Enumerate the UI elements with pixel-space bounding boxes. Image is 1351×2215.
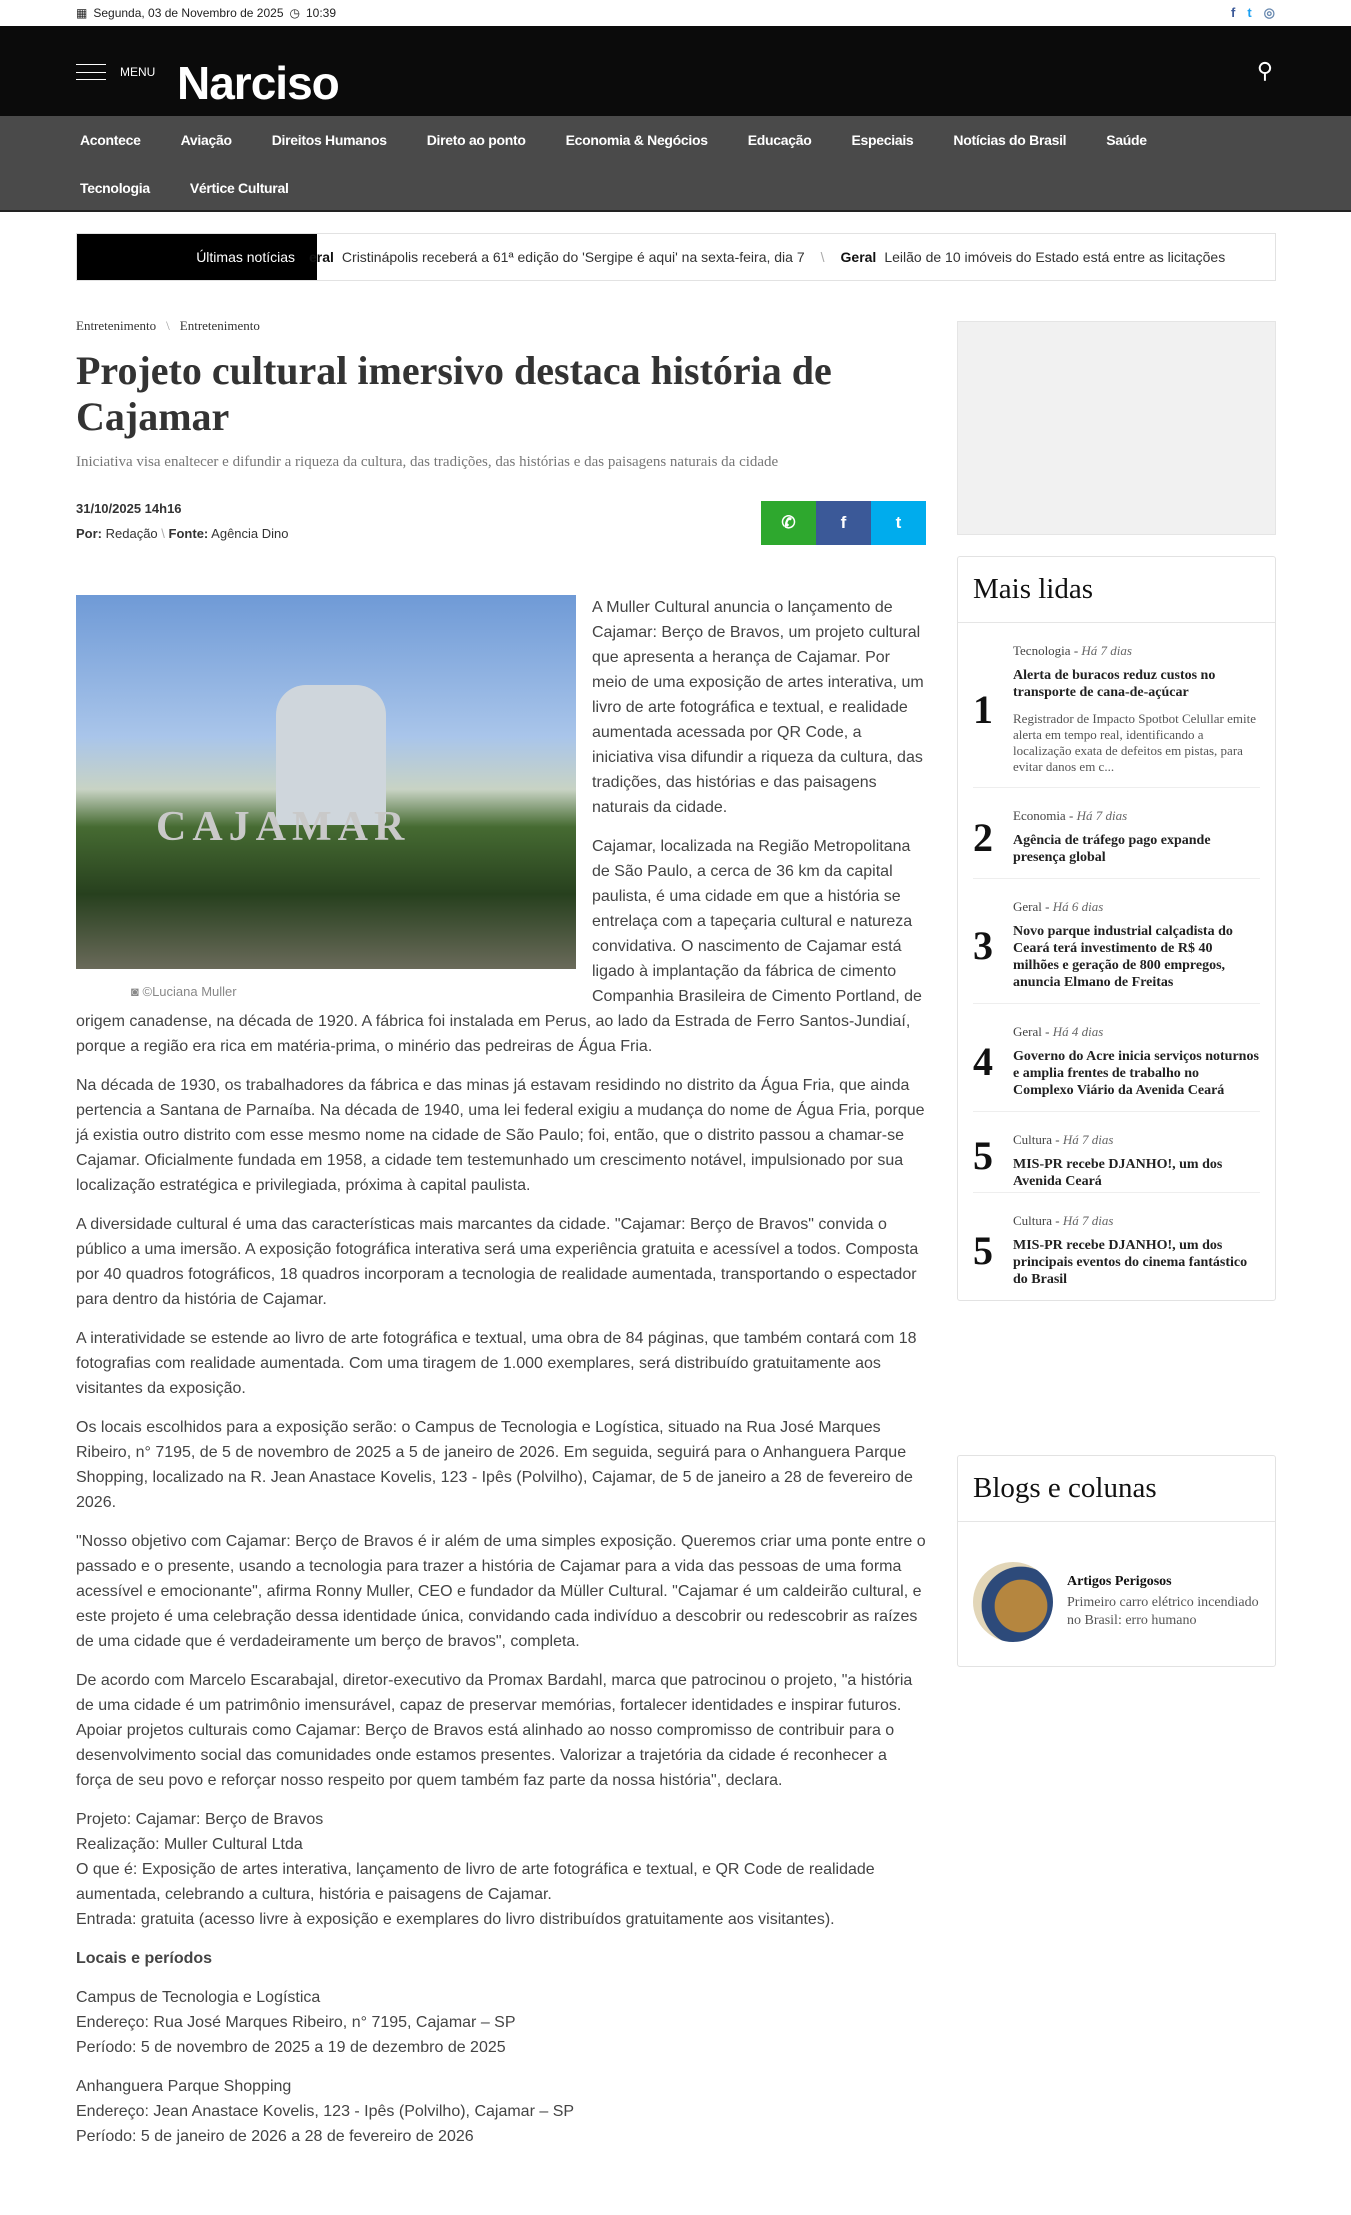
facebook-icon[interactable]: f (1230, 5, 1236, 20)
most-read-item[interactable]: 2 Economia - Há 7 dias Agência de tráfego pago expande presença global (973, 788, 1260, 879)
menu-button[interactable] (76, 64, 155, 80)
instagram-icon[interactable]: ◎ (1263, 5, 1275, 20)
nav-item[interactable]: Direitos Humanos (271, 132, 387, 148)
item-title[interactable]: Agência de tráfego pago expande presença global (1013, 833, 1211, 865)
locations-heading: Locais e períodos (76, 1950, 213, 1967)
hamburger-icon (76, 64, 106, 80)
blogs-widget (957, 1455, 1276, 1667)
blogs-title: Blogs e colunas (958, 1456, 1275, 1522)
paragraph: A Muller Cultural anuncia o lançamento de Cajamar: Berço de Bravos, um projeto cultural que apresenta a herança de Cajamar. Por meio de uma exposição de artes interativa, um livro de arte fotográfica e textual, e realidade aumentada acessada por QR Code, a iniciativa visa difundir a riqueza da cultura, das tradições, das histórias e das paisagens naturais da cidade. (592, 599, 924, 816)
nav-item[interactable]: Aviação (180, 132, 232, 148)
most-read-widget (957, 556, 1276, 1301)
item-title[interactable]: Governo do Acre inicia serviços noturnos e amplia frentes de trabalho no Complexo Viário da Avenida Ceará (1013, 1049, 1259, 1098)
blog-item[interactable] (958, 1522, 1275, 1666)
breadcrumb-item[interactable]: Entretenimento (179, 318, 260, 333)
author: Redação (105, 526, 158, 541)
nav-item[interactable]: Especiais (851, 132, 914, 148)
paragraph: "Nosso objetivo com Cajamar: Berço de Bravos é ir além de uma simples exposição. Queremos criar uma ponte entre o passado e o presente, usando a tecnologia para trazer a história de Cajamar para a vida das pessoas de uma forma acessível e emocionante", afirma Ronny Muller, CEO e fundador da Müller Cultural. "Cajamar é um caldeirão cultural, e este projeto é uma celebração dessa identidade única, convidando cada indivíduo a descobrir ou redescobrir as raízes de uma cidade que é verdadeiramente um berço de bravos", completa. (76, 1533, 926, 1650)
item-category: Cultura (1013, 1132, 1052, 1147)
paragraph: Cajamar, localizada na Região Metropolitana de São Paulo, a cerca de 36 km da capital paulista, é uma cidade em que a história se entrelaça com a tapeçaria cultural e natureza convidativa. O nascimento de Cajamar está ligado à implantação da fábrica de cimento Companhia Brasileira de Cimento Portland, de origem canadense, na década de 1920. A fábrica foi instalada em Perus, ao lado da Estrada de Ferro Santos-Jundiaí, porque a região era rica em matéria-prima, o minério das pedreiras de Água Fria. (76, 838, 922, 1055)
paragraph: Na década de 1930, os trabalhadores da fábrica e das minas já estavam residindo no distrito da Água Fria, que ainda pertencia a Santana de Parnaíba. Na década de 1940, uma lei federal exigiu a mudança do nome de Água Fria, porque já existia outro distrito com esse mesmo nome na cidade de São Paulo; foi, então, que o distrito passou a chamar-se Cajamar. Oficialmente fundada em 1958, a cidade tem testemunhado um crescimento notável, impulsionado por sua localização estratégica e privilegiada, próxima à capital paulista. (76, 1077, 925, 1194)
main-nav (0, 116, 1351, 212)
paragraph: A interatividade se estende ao livro de arte fotográfica e textual, uma obra de 84 páginas, que também contará com 18 fotografias com realidade aumentada. Com uma tiragem de 1.000 exemplares, será distribuído gratuitamente aos visitantes da exposição. (76, 1330, 917, 1397)
nav-item[interactable]: Direto ao ponto (426, 132, 526, 148)
item-age: Há 7 dias (1081, 643, 1132, 658)
location-period: Período: 5 de novembro de 2025 a 19 de dezembro de 2025 (76, 2039, 506, 2056)
location-name: Campus de Tecnologia e Logística (76, 1989, 321, 2006)
current-time: 10:39 (305, 6, 337, 20)
article: Entretenimento \ Entretenimento Projeto cultural imersivo destaca história de Cajamar Iniciativa visa enaltecer e difundir a riqueza da cultura, das tradições, das histórias e das paisagens naturais da cidade 31/10/2025 14h16 Por: Redação \ Fonte: Agência Dino ✆ f t CAJAMAR ◙ ©Luciana Muller A Muller Cultural anuncia o lançamento de Cajamar: Berço de Bravos, um projeto cultural que apresenta a herança de Cajamar. Por meio de uma exposição de artes interativa, um livro de arte fotográfica e textual, e realidade aumentada acessada por QR Code, a iniciativa visa difundir a riqueza da cultura, das tradições, das histórias e das paisagens naturais da cidade. Cajamar, localizada na Região Metropolitana de São Paulo, a cerca de 36 km da capital paulista, é uma cidade em que a história se entrelaça com a tapeçaria cultural e natureza convidativa. O nascimento de Cajamar está ligado à implantação da fábrica de cimento Companhia Brasileira de Cimento Portland, de origem canadense, na década de 1920. A fábrica foi instalada em Perus, ao lado da Estrada de Ferro Santos-Jundiaí, porque a região era rica em matéria-prima, o minério das pedreiras de Água Fria. Na década de 1930, os trabalhadores da fábrica e das minas já estavam residindo no distrito da Água Fria, que ainda pertencia a Santana de Parnaíba. Na década de 1940, uma lei federal exigiu a mudança do nome de Água Fria, porque já existia outro distrito com esse mesmo nome na cidade de São Paulo; foi, então, que o distrito passou a chamar-se Cajamar. Oficialmente fundada em 1958, a cidade tem testemunhado um crescimento notável, impulsionado por sua localização estratégica e privilegiada, próxima à capital paulista. A diversidade cultural é uma das características mais marcantes da cidade. "Cajamar: Berço de Bravos" convida o público a uma imersão. A exposição fotográfica interativa será uma experiência gratuita e acessível a todos. Composta por 40 quadros fotográficos, 18 quadros incorporam a tecnologia de realidade aumentada, transportando o espectador para dentro da história de Cajamar. A interatividade se estende ao livro de arte fotográfica e textual, uma obra de 84 páginas, que também contará com 18 fotografias com realidade aumentada. Com uma tiragem de 1.000 exemplares, será distribuído gratuitamente aos visitantes da exposição. Os locais escolhidos para a exposição serão: o Campus de Tecnologia e Logística, situado na Rua José Marques Ribeiro, n° 7195, de 5 de novembro de 2025 a 5 de janeiro de 2026. Em seguida, seguirá para o Anhanguera Parque Shopping, localizado na R. Jean Anastace Kovelis, 123 - Ipês (Polvilho), Cajamar, de 5 de janeiro a 28 de fevereiro de 2026. "Nosso objetivo com Cajamar: Berço de Bravos é ir além de uma simples exposição. Queremos criar uma ponte entre o passado e o presente, usando a tecnologia para trazer a história de Cajamar para a vida das pessoas de uma forma acessível e emocionante", afirma Ronny Muller, CEO e fundador da Müller Cultural. "Cajamar é um caldeirão cultural, e este projeto é uma celebração dessa identidade única, convidando cada indivíduo a descobrir ou redescobrir as raízes de uma cidade que é verdadeiramente um berço de bravos", completa. De acordo com Marcelo Escarabajal, diretor-executivo da Promax Bardahl, marca que patrocinou o projeto, "a história de uma cidade é um patrimônio imensurável, capaz de preservar memórias, fortalecer identidades e inspirar futuros. Apoiar projetos culturais como Cajamar: Berço de Bravos está alinhado ao nosso compromisso de contribuir para o desenvolvimento social das comunidades onde estamos presentes. Valorizar a trajetória da cidade é reconhecer a força de seu povo e reforçar nosso respeito por quem também faz parte da nossa história", declara. Projeto: Cajamar: Berço de Bravos Realização: Muller Cultural Ltda O que é: Exposição de artes interativa, lançamento de livro de arte fotográfica e textual, e QR Code de realidade aumentada, celebrando a cultura, história e paisagens de Cajamar. Entrada: gratuita (acesso livre à exposição e exemplares do livro distribuídos gratuitamente aos visitantes). Locais e períodos Campus de Tecnologia e Logística Endereço: Rua José Marques Ribeiro, n° 7195, Cajamar – SP Período: 5 de novembro de 2025 a 19 de dezembro de 2025 Anhanguera Parque Shopping Endereço: Jean Anastace Kovelis, 123 - Ipês (Polvilho), Cajamar – SP Período: 5 de janeiro de 2026 a 28 de fevereiro de 2026 (76, 318, 926, 2163)
paragraph: Os locais escolhidos para a exposição serão: o Campus de Tecnologia e Logística, situado na Rua José Marques Ribeiro, n° 7195, de 5 de novembro de 2025 a 5 de janeiro de 2026. Em seguida, seguirá para o Anhanguera Parque Shopping, localizado na R. Jean Anastace Kovelis, 123 - Ipês (Polvilho), Cajamar, de 5 de janeiro a 28 de fevereiro de 2026. (76, 1419, 913, 1511)
nav-item[interactable]: Saúde (1106, 132, 1147, 148)
most-read-item[interactable]: 1 Tecnologia - Há 7 dias Alerta de buracos reduz custos no transporte de cana-de-açúcar Registrador de Impacto Spotbot Celullar emite alerta em tempo real, identificando a localização exata de defeitos em pistas, para evitar danos em c... (973, 623, 1260, 788)
most-read-title: Mais lidas (958, 557, 1275, 623)
rank-number: 2 (973, 814, 993, 860)
top-bar (0, 0, 1351, 26)
item-excerpt: Registrador de Impacto Spotbot Celullar emite alerta em tempo real, identificando a localização exata de defeitos em pistas, para evitar danos em c... (1013, 711, 1256, 774)
fact-line: O que é: Exposição de artes interativa, lançamento de livro de arte fotográfica e textual, e QR Code de realidade aumentada, celebrando a cultura, história e paisagens de Cajamar. (76, 1861, 875, 1903)
most-read-item[interactable]: 4 Geral - Há 4 dias Governo do Acre inicia serviços noturnos e amplia frentes de trabalho no Complexo Viário da Avenida Ceará (973, 1004, 1260, 1112)
most-read-item[interactable]: 5 Cultura - Há 7 dias MIS-PR recebe DJANHO!, um dos principais eventos do cinema fantástico do Brasil (973, 1193, 1260, 1300)
article-body (76, 571, 926, 2149)
location-address: Endereço: Jean Anastace Kovelis, 123 - Ipês (Polvilho), Cajamar – SP (76, 2103, 575, 2120)
blog-name[interactable]: Artigos Perigosos (1067, 1574, 1172, 1589)
nav-item[interactable]: Acontece (80, 132, 141, 148)
most-read-item[interactable]: 5 Cultura - Há 7 dias MIS-PR recebe DJANHO!, um dos Avenida Ceará (973, 1112, 1260, 1193)
search-icon[interactable]: ⚲ (1256, 58, 1273, 83)
location-period: Período: 5 de janeiro de 2026 a 28 de fevereiro de 2026 (76, 2128, 474, 2145)
clock-icon: ◷ (289, 6, 300, 20)
article-photo (76, 595, 576, 1004)
breadcrumb-item[interactable]: Entretenimento (76, 318, 157, 333)
most-read-item[interactable]: 3 Geral - Há 6 dias Novo parque industrial calçadista do Ceará terá investimento de R$ 40 milhões e geração de 800 empregos, anuncia Elmano de Freitas (973, 879, 1260, 1004)
item-title[interactable]: Alerta de buracos reduz custos no transporte de cana-de-açúcar (1013, 668, 1216, 700)
nav-item[interactable]: Tecnologia (80, 180, 150, 196)
twitter-share-button[interactable]: t (871, 501, 926, 545)
fact-line: Projeto: Cajamar: Berço de Bravos (76, 1811, 324, 1828)
menu-label: MENU (120, 65, 156, 79)
item-category: Geral (1013, 1024, 1042, 1039)
item-title[interactable]: MIS-PR recebe DJANHO!, um dos Avenida Ceará (1013, 1157, 1223, 1189)
nav-item[interactable]: Educação (747, 132, 812, 148)
site-header (0, 26, 1351, 116)
item-age: Há 7 dias (1062, 1213, 1114, 1228)
item-category: Cultura (1013, 1213, 1052, 1228)
location-block (76, 1985, 926, 2060)
ticker-category[interactable]: Geral (840, 249, 877, 265)
author-label: Por: (76, 526, 102, 541)
item-age: Há 7 dias (1062, 1132, 1114, 1147)
calendar-icon: ▦ (76, 6, 88, 20)
rank-number: 5 (973, 1133, 993, 1178)
news-ticker: Últimas notícias eral Cristinápolis receberá a 61ª edição do 'Sergipe é aqui' na sexta-feira, dia 7 \ Geral Leilão de 10 imóveis do Estado está entre as licitações (76, 233, 1276, 281)
paragraph: A diversidade cultural é uma das características mais marcantes da cidade. "Cajamar: Berço de Bravos" convida o público a uma imersão. A exposição fotográfica interativa será uma experiência gratuita e acessível a todos. Composta por 40 quadros fotográficos, 18 quadros incorporam a tecnologia de realidade aumentada, transportando o espectador para dentro da história de Cajamar. (76, 1216, 919, 1308)
item-category: Tecnologia (1013, 643, 1071, 658)
fact-line: Entrada: gratuita (acesso livre à exposição e exemplares do livro distribuídos gratuitamente aos visitantes). (76, 1911, 835, 1928)
article-title: Projeto cultural imersivo destaca história de Cajamar (76, 348, 832, 439)
ticker-item[interactable]: Cristinápolis receberá a 61ª edição do 'Sergipe é aqui' na sexta-feira, dia 7 (341, 249, 805, 265)
breadcrumb: Entretenimento \ Entretenimento (76, 318, 260, 333)
paragraph: De acordo com Marcelo Escarabajal, diretor-executivo da Promax Bardahl, marca que patrocinou o projeto, "a história de uma cidade é um patrimônio imensurável, capaz de preservar memórias, fortalecer identidades e inspirar futuros. Apoiar projetos culturais como Cajamar: Berço de Bravos está alinhado ao nosso compromisso de contribuir para o desenvolvimento social das comunidades onde estamos presentes. Valorizar a trajetória da cidade é reconhecer a força de seu povo e reforçar nosso respeito por quem também faz parte da nossa história", declara. (76, 1672, 913, 1789)
item-age: Há 7 dias (1076, 808, 1128, 823)
ticker-label: Últimas notícias (77, 234, 317, 280)
location-block (76, 2074, 926, 2149)
ticker-category[interactable]: eral (309, 249, 334, 265)
whatsapp-share-button[interactable]: ✆ (761, 501, 816, 545)
cajamar-monument-image: CAJAMAR (76, 595, 576, 969)
item-age: Há 6 dias (1052, 899, 1104, 914)
nav-item[interactable]: Notícias do Brasil (953, 132, 1067, 148)
item-age: Há 4 dias (1052, 1024, 1104, 1039)
blog-post-title[interactable]: Primeiro carro elétrico incendiado no Brasil: erro humano (1067, 1595, 1259, 1628)
site-logo[interactable]: Narciso (177, 57, 339, 109)
item-category: Economia (1013, 808, 1066, 823)
location-name: Anhanguera Parque Shopping (76, 2078, 292, 2095)
nav-item[interactable]: Vértice Cultural (189, 180, 289, 196)
source: Agência Dino (211, 526, 289, 541)
article-subtitle: Iniciativa visa enaltecer e difundir a riqueza da cultura, das tradições, das histórias e das paisagens naturais da cidade (76, 454, 779, 470)
share-buttons (761, 501, 926, 545)
location-address: Endereço: Rua José Marques Ribeiro, n° 7195, Cajamar – SP (76, 2014, 516, 2031)
rank-number: 3 (973, 922, 993, 968)
item-title[interactable]: Novo parque industrial calçadista do Ceará terá investimento de R$ 40 milhões e geração de 800 empregos, anuncia Elmano de Freitas (1013, 924, 1233, 990)
fact-line: Realização: Muller Cultural Ltda (76, 1836, 303, 1853)
rank-number: 5 (973, 1228, 993, 1273)
twitter-icon[interactable]: t (1247, 5, 1252, 20)
project-facts (76, 1807, 926, 1932)
nav-item[interactable]: Economia & Negócios (565, 132, 708, 148)
publish-date: 31/10/2025 14h16 (76, 501, 182, 516)
blog-avatar (973, 1562, 1053, 1642)
rank-number: 1 (973, 686, 993, 732)
photo-caption: ©Luciana Muller (142, 984, 237, 999)
rank-number: 4 (973, 1039, 993, 1084)
ad-placeholder (957, 321, 1276, 535)
item-category: Geral (1013, 899, 1042, 914)
camera-icon: ◙ (131, 984, 139, 999)
ticker-item[interactable]: Leilão de 10 imóveis do Estado está entre as licitações (884, 249, 1226, 265)
facebook-share-button[interactable]: f (816, 501, 871, 545)
source-label: Fonte: (168, 526, 209, 541)
current-date: Segunda, 03 de Novembro de 2025 (93, 6, 284, 20)
item-title[interactable]: MIS-PR recebe DJANHO!, um dos principais eventos do cinema fantástico do Brasil (1013, 1238, 1248, 1287)
